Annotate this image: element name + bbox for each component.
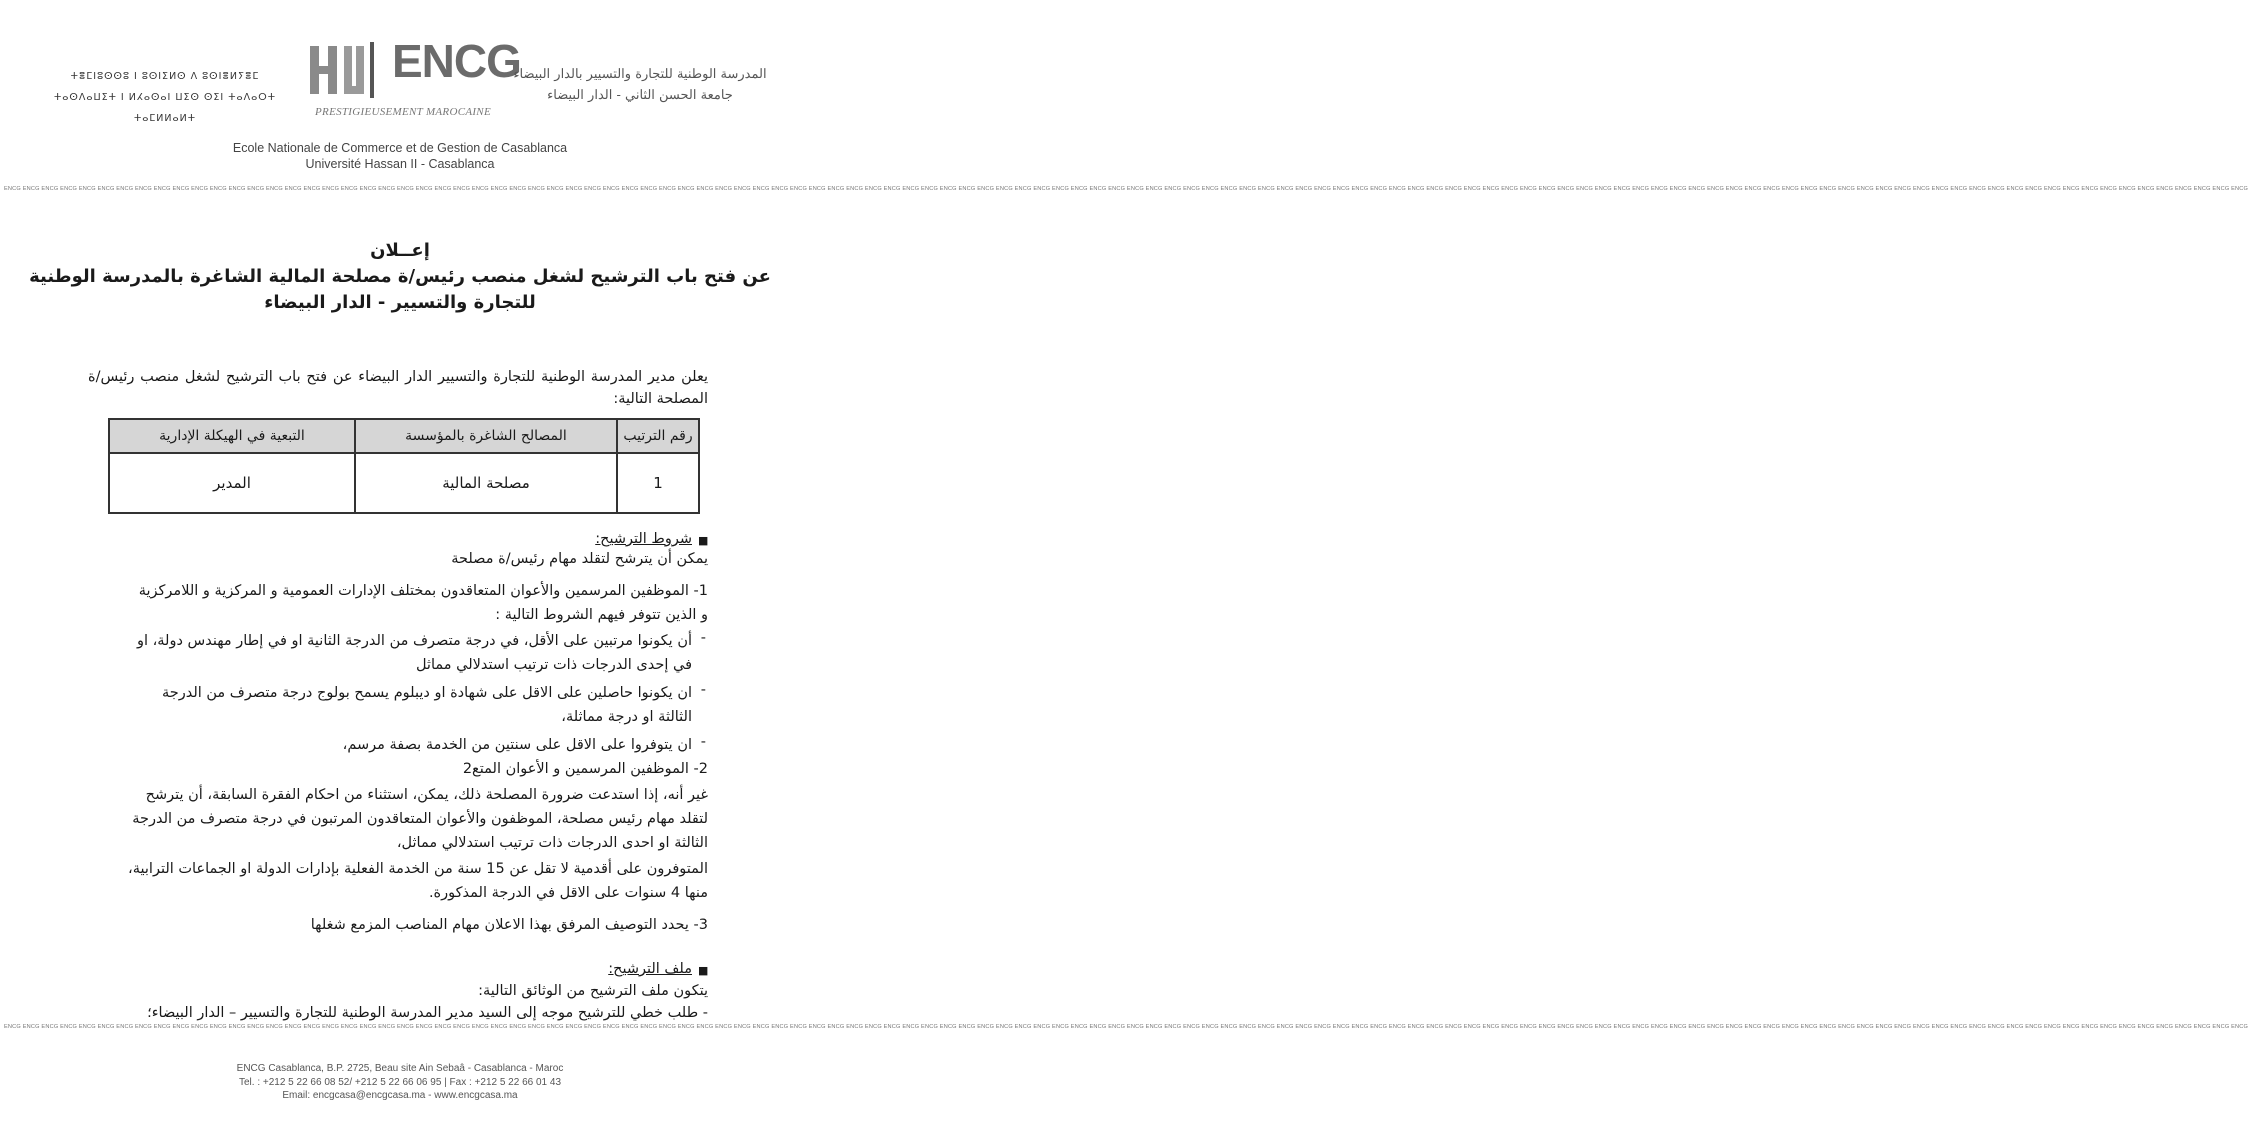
exception-line-5: منها 4 سنوات على الاقل في الدرجة المذكورة.	[428, 885, 708, 901]
announcement-heading: إعــلان	[370, 240, 430, 261]
footer	[0, 1062, 800, 1103]
conditions-lead: يمكن أن يترشح لتقلد مهام رئيس/ة مصلحة	[451, 551, 708, 567]
dash-marker: -	[700, 630, 706, 646]
table-cell: المدير	[109, 453, 355, 513]
school-name: Ecole Nationale de Commerce et de Gestion de Casablanca	[232, 141, 568, 155]
condition-sub-2b: الثالثة او درجة مماثلة،	[561, 709, 692, 725]
intro-paragraph: يعلن مدير المدرسة الوطنية للتجارة والتسيير الدار البيضاء عن فتح باب الترشيح لشغل منصب رئيس/ة المصلحة التالية:	[88, 369, 708, 407]
footer-phones: Tel. : +212 5 22 66 08 52/ +212 5 22 66 06 95 | Fax : +212 5 22 66 01 43	[238, 1076, 562, 1088]
table-header-row	[109, 419, 699, 453]
arabic-header	[510, 64, 770, 106]
condition-item-1a: 1- الموظفين المرسمين والأعوان المتعاقدون بمختلف الإدارات العمومية و المركزية و اللامركزية	[138, 583, 708, 599]
tifinagh-header	[30, 66, 300, 129]
exception-line-1: غير أنه، إذا استدعت ضرورة المصلحة ذلك، يمكن، استثناء من احكام الفقرة السابقة، أن يترشح	[145, 787, 708, 803]
announcement-title-line-1: عن فتح باب الترشيح لشغل منصب رئيس/ة مصلحة المالية الشاغرة بالمدرسة الوطنية	[29, 266, 771, 287]
tifinagh-line-2: ⵜⴰⵙⴷⴰⵡⵉⵜ ⵏ ⵍⵃⴰⵙⴰⵏ ⵡⵉⵙ ⵙⵉⵏ ⵜⴰⴷⴰⵔⵜ ⵜⴰⵎⵍⵍⴰⵍⵜ	[53, 92, 277, 124]
encg-watermark-band-bottom: ENCG ENCG ENCG ENCG ENCG ENCG ENCG ENCG ENCG ENCG ENCG ENCG ENCG ENCG ENCG ENCG ENCG ENCG ENCG ENCG ENCG ENCG ENCG ENCG ENCG ENCG ENCG ENCG ENCG ENCG ENCG ENCG ENCG ENCG ENCG ENCG ENCG ENCG ENCG ENCG ENCG ENCG ENCG ENCG ENCG ENCG ENCG ENCG ENCG ENCG ENCG ENCG ENCG ENCG ENCG ENCG ENCG ENCG ENCG ENCG ENCG ENCG ENCG ENCG ENCG ENCG ENCG ENCG ENCG ENCG ENCG ENCG ENCG ENCG ENCG ENCG ENCG ENCG ENCG ENCG ENCG ENCG ENCG ENCG ENCG ENCG ENCG ENCG ENCG ENCG ENCG ENCG ENCG ENCG ENCG ENCG ENCG ENCG ENCG ENCG ENCG ENCG ENCG ENCG ENCG ENCG ENCG ENCG ENCG ENCG ENCG ENCG ENCG ENCG ENCG ENCG ENCG ENCG ENCG ENCG	[4, 1024, 2248, 1030]
table-header-cell: رقم الترتيب	[617, 419, 699, 453]
condition-sub-3: ان يتوفروا على الاقل على سنتين من الخدمة بصفة مرسم،	[342, 737, 692, 753]
conditions-heading: شروط الترشيح:	[595, 531, 692, 547]
table-header-cell: المصالح الشاغرة بالمؤسسة	[355, 419, 617, 453]
bullet-icon: ■	[698, 964, 709, 977]
encg-watermark-band-top: ENCG ENCG ENCG ENCG ENCG ENCG ENCG ENCG ENCG ENCG ENCG ENCG ENCG ENCG ENCG ENCG ENCG ENCG ENCG ENCG ENCG ENCG ENCG ENCG ENCG ENCG ENCG ENCG ENCG ENCG ENCG ENCG ENCG ENCG ENCG ENCG ENCG ENCG ENCG ENCG ENCG ENCG ENCG ENCG ENCG ENCG ENCG ENCG ENCG ENCG ENCG ENCG ENCG ENCG ENCG ENCG ENCG ENCG ENCG ENCG ENCG ENCG ENCG ENCG ENCG ENCG ENCG ENCG ENCG ENCG ENCG ENCG ENCG ENCG ENCG ENCG ENCG ENCG ENCG ENCG ENCG ENCG ENCG ENCG ENCG ENCG ENCG ENCG ENCG ENCG ENCG ENCG ENCG ENCG ENCG ENCG ENCG ENCG ENCG ENCG ENCG ENCG ENCG ENCG ENCG ENCG ENCG ENCG ENCG ENCG ENCG ENCG ENCG ENCG ENCG ENCG ENCG ENCG ENCG ENCG	[4, 186, 2248, 192]
exception-line-3: الثالثة او احدى الدرجات ذات ترتيب استدلالي مماثل،	[396, 835, 708, 851]
condition-sub-1a: أن يكونوا مرتبين على الأقل، في درجة متصرف من الدرجة الثانية او في إطار مهندس دولة، او	[136, 633, 692, 649]
arabic-line-2: جامعة الحسن الثاني - الدار البيضاء	[547, 88, 733, 103]
footer-email: Email: encgcasa@encgcasa.ma - www.encgcasa.ma	[282, 1090, 518, 1101]
bullet-icon: ■	[698, 534, 709, 547]
school-block	[0, 140, 800, 172]
exception-line-4: المتوفرون على أقدمية لا تقل عن 15 سنة من الخدمة الفعلية بإدارات الدولة او الجماعات الترابية،	[128, 861, 708, 877]
file-lead: يتكون ملف الترشيح من الوثائق التالية:	[478, 983, 708, 999]
condition-item-2: 2- الموظفين المرسمين و الأعوان المتع2	[462, 761, 708, 777]
table-cell: 1	[617, 453, 699, 513]
condition-sub-1b: في إحدى الدرجات ذات ترتيب استدلالي مماثل	[415, 657, 692, 673]
arabic-line-1: المدرسة الوطنية للتجارة والتسيير بالدار البيضاء	[513, 67, 767, 82]
footer-address: ENCG Casablanca, B.P. 2725, Beau site Ain Sebaâ - Casablanca - Maroc	[236, 1063, 564, 1074]
table-row	[109, 453, 699, 513]
table-cell: مصلحة المالية	[355, 453, 617, 513]
condition-item-3: 3- يحدد التوصيف المرفق بهذا الاعلان مهام المناصب المزمع شغلها	[310, 917, 708, 933]
file-heading: ملف الترشيح:	[608, 961, 692, 977]
encg-logo	[308, 30, 521, 122]
vacancy-table	[108, 418, 700, 514]
logo-tagline: PRESTIGIEUSEMENT MAROCAINE	[315, 106, 491, 118]
condition-item-1b: و الذين تتوفر فيهم الشروط التالية :	[495, 607, 708, 623]
announcement-title-line-2: للتجارة والتسيير - الدار البيضاء	[264, 292, 536, 313]
encg-logo-icon	[308, 42, 384, 98]
tifinagh-line-1: ⵜⴻⵎⵏⵓⵙⵙⵓ ⵏ ⵓⵙⵏⵉⵍⵙ ⴷ ⵓⵙⵏⴻⵍⵢⴻⵎ	[70, 71, 260, 82]
file-item-1: - طلب خطي للترشيح موجه إلى السيد مدير المدرسة الوطنية للتجارة والتسيير – الدار البيضاء؛	[147, 1005, 708, 1021]
table-header-cell: التبعية في الهيكلة الإدارية	[109, 419, 355, 453]
condition-sub-2a: ان يكونوا حاصلين على الاقل على شهادة او ديبلوم يسمح بولوج درجة متصرف من الدرجة	[161, 685, 692, 701]
exception-line-2: لتقلد مهام رئيس مصلحة، الموظفون والأعوان المتعاقدون المرتبون في درجة متصرف من الدرجة	[132, 811, 708, 827]
logo-text: ENCG	[392, 35, 521, 87]
dash-marker: -	[700, 682, 706, 698]
dash-marker: -	[700, 734, 706, 750]
university-name: Université Hassan II - Casablanca	[305, 157, 495, 171]
